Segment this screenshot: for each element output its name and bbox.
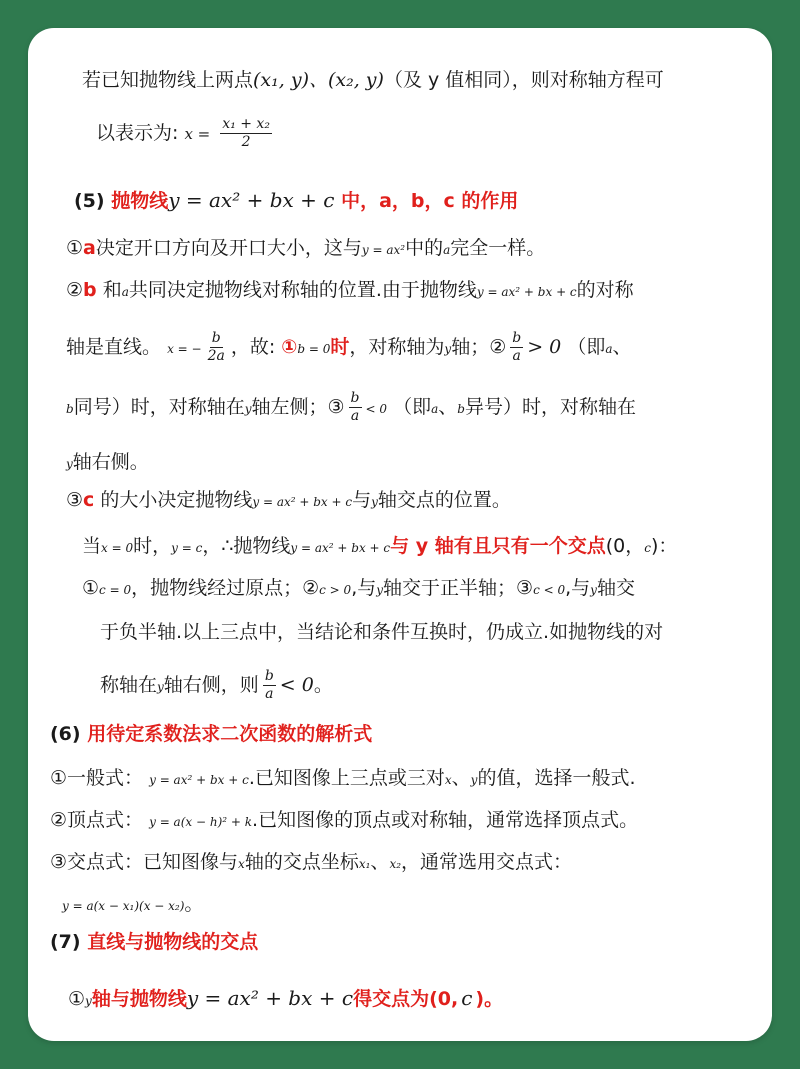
line-20: ①y轴与抛物线y = ax² + bx + c得交点为(0, c )。 bbox=[68, 986, 504, 1010]
line-7: b同号）时，对称轴在y轴左侧；③ $\frac{b}{a}$ < 0 （即a、b异号）时，对称轴在 bbox=[66, 390, 636, 424]
line-5: ②b 和a共同决定抛物线对称轴的位置.由于抛物线y = ax² + bx + c的对称 bbox=[66, 279, 634, 301]
section-6-heading: (6) 用待定系数法求二次函数的解析式 bbox=[50, 723, 373, 745]
line-13: 称轴在y轴右侧，则 $\frac{b}{a}$ < 0。 bbox=[100, 668, 333, 702]
section-5-heading: (5) 抛物线y = ax² + bx + c 中，a，b，c 的作用 bbox=[74, 188, 519, 212]
line-11: ①c = 0，抛物线经过原点；②c > 0,与y轴交于正半轴；③c < 0,与y轴交 bbox=[82, 577, 635, 599]
line-12: 于负半轴.以上三点中，当结论和条件互换时，仍成立.如抛物线的对 bbox=[100, 621, 664, 643]
axis-fraction: $\frac{\text{x₁ + x₂}}{2}$ bbox=[222, 116, 270, 150]
axis-formula-lhs: x = bbox=[184, 125, 211, 143]
line-1: 若已知抛物线上两点(x₁, y)、(x₂, y)（及 y 值相同），则对称轴方程可 bbox=[82, 69, 664, 91]
section-7-heading: (7) 直线与抛物线的交点 bbox=[50, 931, 259, 953]
line-2: 以表示为: x = $\frac{\text{x₁ + x₂}}{2}$ bbox=[96, 116, 270, 150]
line-8: y轴右侧。 bbox=[66, 451, 149, 473]
line-general-form: ①一般式： y = ax² + bx + c.已知图像上三点或三对x、y的值，选择一般式. bbox=[50, 767, 636, 789]
parabola-formula: y = ax² + bx + c bbox=[168, 188, 335, 212]
line-6: 轴是直线。 x = − $\frac{b}{2a}$ ，故: ①b = 0时，对称轴为y轴；② $\frac{b}{a}$ > 0 （即a、 bbox=[66, 330, 632, 364]
line-intercept-formula: y = a(x − x₁)(x − x₂)。 bbox=[62, 893, 204, 915]
line-4: ①a决定开口方向及开口大小，这与y = ax²中的a完全一样。 bbox=[66, 237, 546, 259]
line-intercept-form: ③交点式：已知图像与x轴的交点坐标x₁、x₂，通常选用交点式： bbox=[50, 851, 573, 873]
line-10: 当x = 0时，y = c，∴抛物线y = ax² + bx + c与 y 轴有且只有一个交点(0，c)： bbox=[82, 535, 678, 557]
line-9: ③c 的大小决定抛物线y = ax² + bx + c与y轴交点的位置。 bbox=[66, 489, 511, 511]
content-card bbox=[28, 28, 772, 1041]
points-formula: (x₁, y)、(x₂, y) bbox=[253, 69, 384, 91]
line-vertex-form: ②顶点式： y = a(x − h)² + k.已知图像的顶点或对称轴，通常选择顶点式。 bbox=[50, 809, 639, 831]
